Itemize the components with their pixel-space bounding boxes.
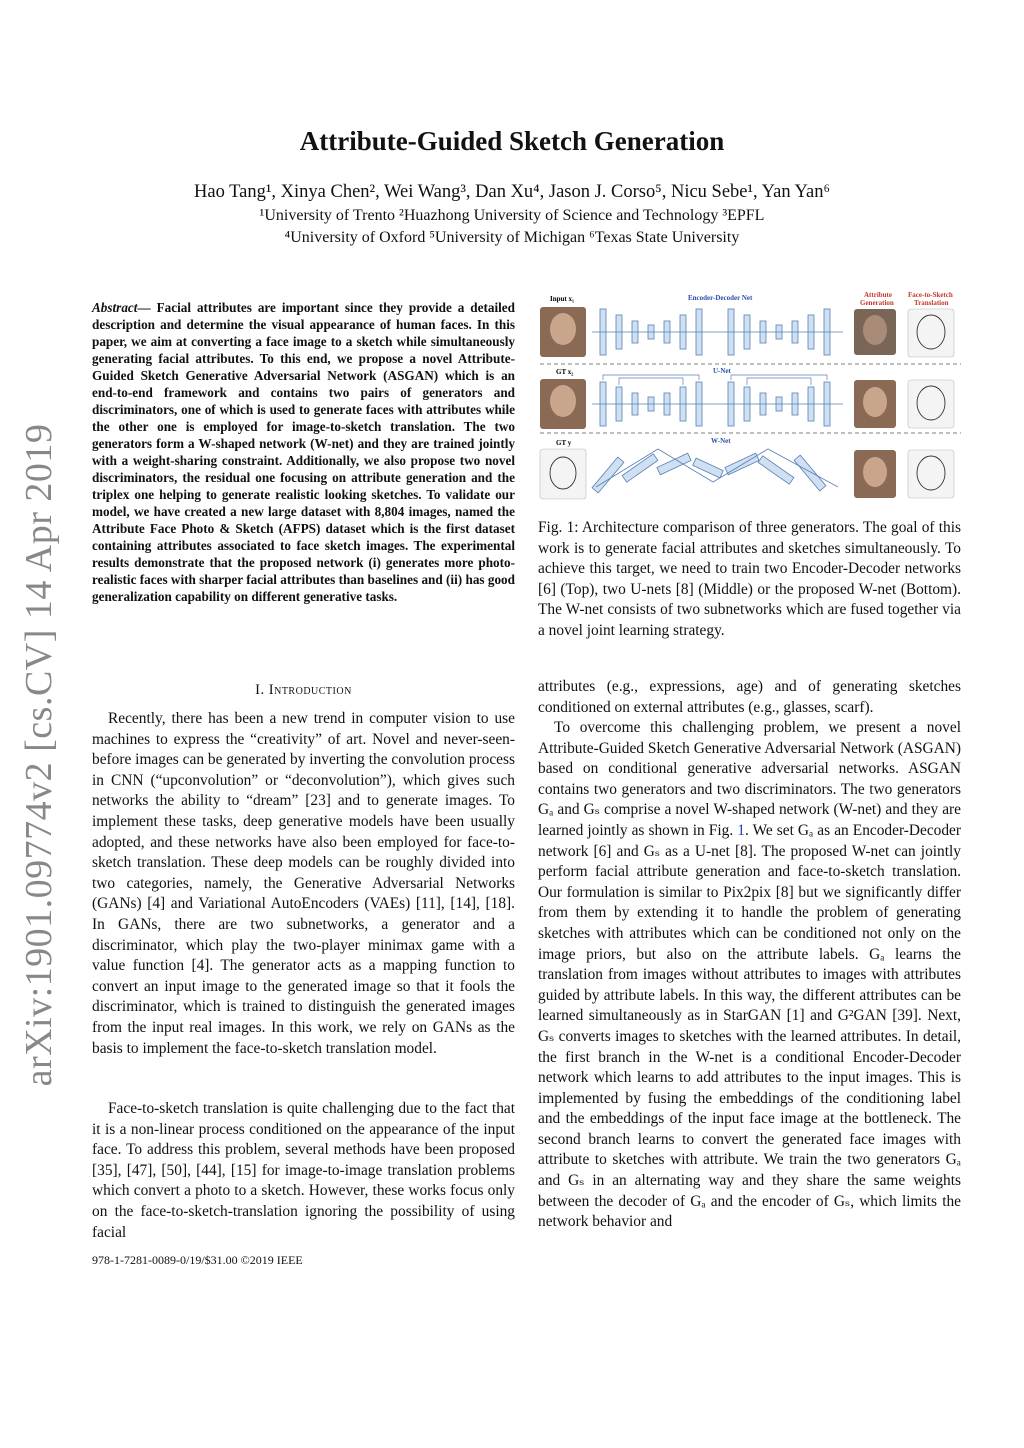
- label-attribute: Attribute: [864, 291, 892, 299]
- architecture-diagram: [538, 287, 963, 505]
- affiliations-line-2: ⁴University of Oxford ⁵University of Michigan ⁶Texas State University: [284, 229, 740, 246]
- right-paragraph-1: attributes (e.g., expressions, age) and of generating sketches conditioned on external attributes (e.g., glasses, scarf).: [538, 678, 961, 716]
- label-gt-y: GT y: [556, 439, 572, 447]
- author-list: Hao Tang¹, Xinya Chen², Wei Wang³, Dan Xu⁴, Jason J. Corso⁵, Nicu Sebe¹, Yan Yan⁶: [194, 182, 830, 202]
- sketch-face-row1: [908, 309, 954, 357]
- label-gt-x2: GT x₂: [556, 368, 574, 376]
- label-encoder-decoder: Encoder-Decoder Net: [688, 294, 753, 302]
- abstract-text: — Facial attributes are important since they provide a detailed description and determine the visual appearance of human faces. In this paper, we aim at converting a face image to a sketch while simultaneously generating facial attributes. To this end, we propose a novel Attribute-Guided Sketch Generative Adversarial Network (ASGAN) which is an end-to-end framework and contains two pairs of generators and discriminators, one of which is used to generate faces with attributes while the other one is employed for image-to-sketch translation. The two generators form a W-shaped network (W-net) and they are trained jointly with a weight-sharing constraint. Additionally, we also propose two novel discriminators, the residual one focusing on attribute generation and the triplex one helping to generate realistic looking sketches. To validate our model, we have created a new large dataset with 8,804 images, named the Attribute Face Photo & Sketch (AFPS) dataset which is the first dataset containing attributes associated to face sketch images. The experimental results demonstrate that the proposed network (i) generates more photo-realistic faces with sharper facial attributes than baselines and (ii) has good generalization capability on different generative tasks.: [92, 300, 515, 604]
- figure-caption: Fig. 1: Architecture comparison of three generators. The goal of this work is to generate facial attributes and sketches simultaneously. To achieve this target, we need to train two Encoder-Decoder networks [6] (Top), two U-nets [8] (Middle) or the proposed W-net (Bottom). The W-net consists of two subnetworks which are fused together via a novel joint learning strategy.: [538, 519, 961, 639]
- abstract: [92, 299, 515, 605]
- paper-title: Attribute-Guided Sketch Generation: [299, 126, 725, 156]
- label-unet: U-Net: [713, 367, 731, 375]
- label-generation: Generation: [860, 299, 894, 307]
- arxiv-id: arXiv:1901.09774v2 [cs.CV] 14 Apr 2019: [18, 423, 60, 1087]
- section-number: I.: [255, 682, 269, 698]
- label-input-x1: Input x₁: [550, 295, 575, 303]
- affiliations-line-1: ¹University of Trento ²Huazhong University of Science and Technology ³EPFL: [259, 207, 765, 224]
- intro-paragraph-2: Face-to-sketch translation is quite challenging due to the fact that it is a non-linear process conditioned on the appearance of the input face. To address this problem, several methods have been proposed [35], [47], [50], [44], [15] for image-to-image translation problems which convert a photo to a sketch. However, these works focus only on the face-to-sketch-translation ignoring the possibility of using facial: [92, 1100, 515, 1241]
- abstract-label: Abstract: [92, 300, 138, 315]
- right-paragraph-2-rest: . We set Gₐ as an Encoder-Decoder network [6] and Gₛ as a U-net [8]. The proposed W-net can jointly perform facial attribute generation and face-to-sketch translation. Our formulation is similar to Pix2pix [8] but we significantly differ from them by extending it to handle the problem of generating sketches with attributes which can be conditioned not only on the image priors, but also on the attribute labels. Gₐ learns the translation from images without attributes to images with attributes guided by attribute labels. In this way, the different attributes can be learned simultaneously as in StarGAN [1] and G²GAN [39]. Next, Gₛ converts images to sketches with the learned attributes. In detail, the first branch in the W-net is a conditional Encoder-Decoder network which learns to add attributes to the input images. This is implemented by fusing the embeddings of the conditioning label and the embeddings of the input face image at the bottleneck. The second branch learns to convert the generated face images with attribute to sketches with attribute. We train the two generators Gₐ and Gₛ in an alternating way and they share the same weights between the decoder of Gₐ and the encoder of Gₛ, which limits the network behavior and: [538, 821, 962, 1231]
- right-paragraph-2: [538, 718, 961, 1233]
- sketch-face-row3: [908, 450, 954, 498]
- section-title: Introduction: [268, 682, 352, 698]
- sketch-gt-y: [540, 449, 586, 499]
- label-face-to-sketch: Face-to-Sketch: [908, 291, 953, 299]
- sketch-face-row2: [908, 380, 954, 428]
- section-heading-introduction: [92, 680, 515, 701]
- right-paragraph-2-start: To overcome this challenging problem, we present a novel Attribute-Guided Sketch Generative Adversarial Network (ASGAN) based on conditional generative adversarial networks. ASGAN contains two generators and two discriminators. The two generators Gₐ and Gₛ comprise a novel W-shaped network (W-net) and they are learned jointly as shown in Fig.: [538, 719, 961, 839]
- label-wnet: W-Net: [711, 437, 731, 445]
- arxiv-side-stamp: [14, 423, 64, 1087]
- intro-paragraph-1: Recently, there has been a new trend in computer vision to use machines to express the “creativity” of art. Novel and never-seen-before images can be generated by inverting the convolution process in CNN (“upconvolution” or “deconvolution”), which gives such networks the ability to “dream” [23] and to generate images. To implement these tasks, deep generative models have been usually adopted, and these networks have also been employed for face-to-sketch translation. These deep models can be roughly divided into two categories, namely, the Generative Adversarial Networks (GANs) [4] and Variational AutoEncoders (VAEs) [11], [14], [18]. In GANs, there are two subnetworks, a generator and a discriminator, which play the two-player minimax game with a value function [4]. The generator acts as a mapping function to convert an input image to the generated image so that it fools the discriminator, which is trained to distinguish the generated images from the input real images. In this work, we rely on GANs as the basis to implement the face-to-sketch translation model.: [92, 710, 515, 1057]
- label-translation: Translation: [914, 299, 949, 307]
- figure-ref-link[interactable]: 1: [737, 821, 745, 839]
- copyright-footer: 978-1-7281-0089-0/19/$31.00 ©2019 IEEE: [92, 1253, 303, 1267]
- wnet-blocks: [592, 453, 826, 493]
- figure-architecture: [538, 287, 963, 505]
